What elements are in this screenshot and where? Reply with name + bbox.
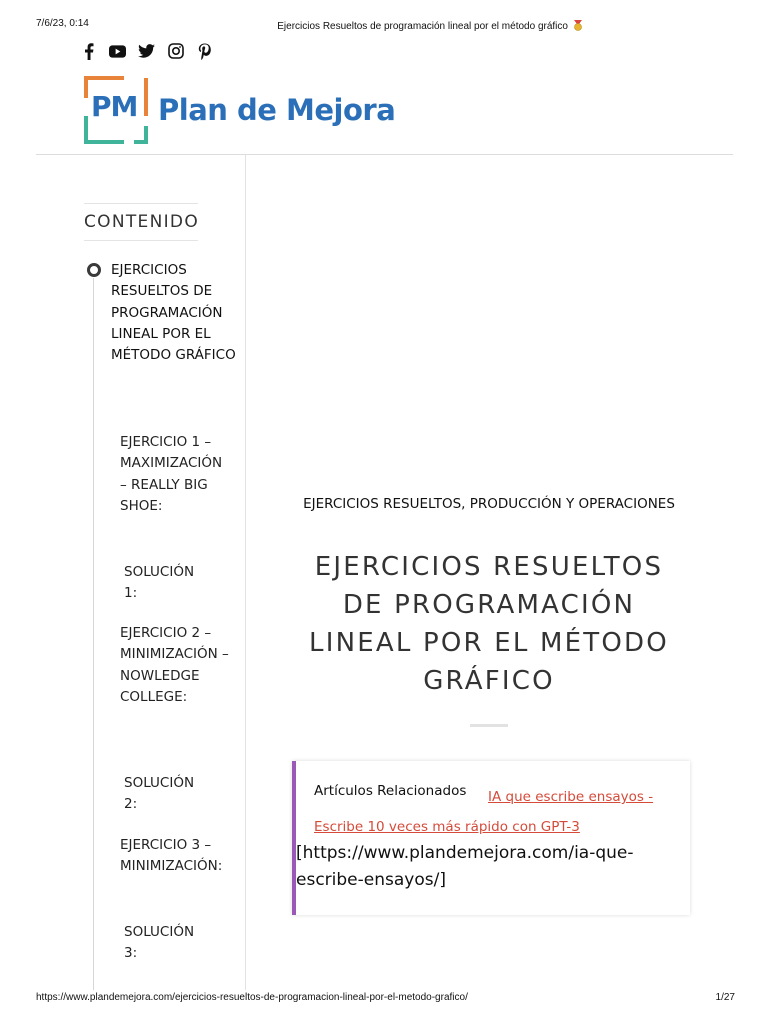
print-title-text: Ejercicios Resueltos de programación lineal por el método gráfico: [277, 21, 568, 32]
site-logo[interactable]: [84, 76, 395, 144]
instagram-icon[interactable]: [167, 42, 184, 60]
post-category[interactable]: EJERCICIOS RESUELTOS, PRODUCCIÓN Y OPERACIONES: [303, 496, 675, 512]
toc-item-main[interactable]: EJERCICIOS RESUELTOS DE PROGRAMACIÓN LINEAL POR EL MÉTODO GRÁFICO: [111, 262, 236, 364]
related-articles-callout: [292, 761, 690, 915]
toc-rail: [93, 278, 94, 990]
sidebar-divider: [245, 155, 246, 990]
logo-mark: [84, 76, 150, 144]
page-title: EJERCICIOS RESUELTOS DE PROGRAMACIÓN LINEAL POR EL MÉTODO GRÁFICO: [309, 552, 669, 696]
header-divider: [36, 154, 733, 155]
toc-item-solucion-1[interactable]: SOLUCIÓN 1:: [124, 564, 195, 602]
toc-bullet-icon: [87, 263, 101, 277]
logo-mark-text: PM: [91, 90, 138, 123]
medal-icon: [573, 20, 583, 31]
social-icons: [80, 42, 213, 60]
toc-item-ejercicio-3[interactable]: EJERCICIO 3 – MINIMIZACIÓN:: [120, 837, 223, 875]
print-footer-url: https://www.plandemejora.com/ejercicios-resueltos-de-programacion-lineal-por-el-metodo-grafico/: [36, 992, 468, 1003]
toc-item-solucion-2[interactable]: SOLUCIÓN 2:: [124, 775, 195, 813]
related-label: Artículos Relacionados: [314, 783, 467, 799]
related-article-link[interactable]: IA que escribe ensayos - Escribe 10 veces más rápido con GPT-3: [314, 789, 654, 835]
logo-name: Plan de Mejora: [158, 93, 396, 127]
print-title: [0, 20, 768, 32]
title-separator: [470, 724, 508, 727]
pinterest-icon[interactable]: [196, 42, 213, 60]
toc-item-solucion-3[interactable]: SOLUCIÓN 3:: [124, 924, 195, 962]
twitter-icon[interactable]: [138, 42, 155, 60]
related-article-url: [https://www.plandemejora.com/ia-que-escribe-ensayos/]: [296, 843, 634, 890]
print-date: 7/6/23, 0:14: [36, 18, 89, 29]
toc-item-ejercicio-2[interactable]: EJERCICIO 2 – MINIMIZACIÓN – NOWLEDGE COLLEGE:: [120, 625, 229, 705]
toc-item-ejercicio-1[interactable]: EJERCICIO 1 – MAXIMIZACIÓN – REALLY BIG SHOE:: [120, 434, 223, 514]
facebook-icon[interactable]: [80, 42, 97, 60]
toc-heading: CONTENIDO: [84, 203, 198, 241]
youtube-icon[interactable]: [109, 42, 126, 60]
print-footer-page: 1/27: [715, 992, 735, 1003]
